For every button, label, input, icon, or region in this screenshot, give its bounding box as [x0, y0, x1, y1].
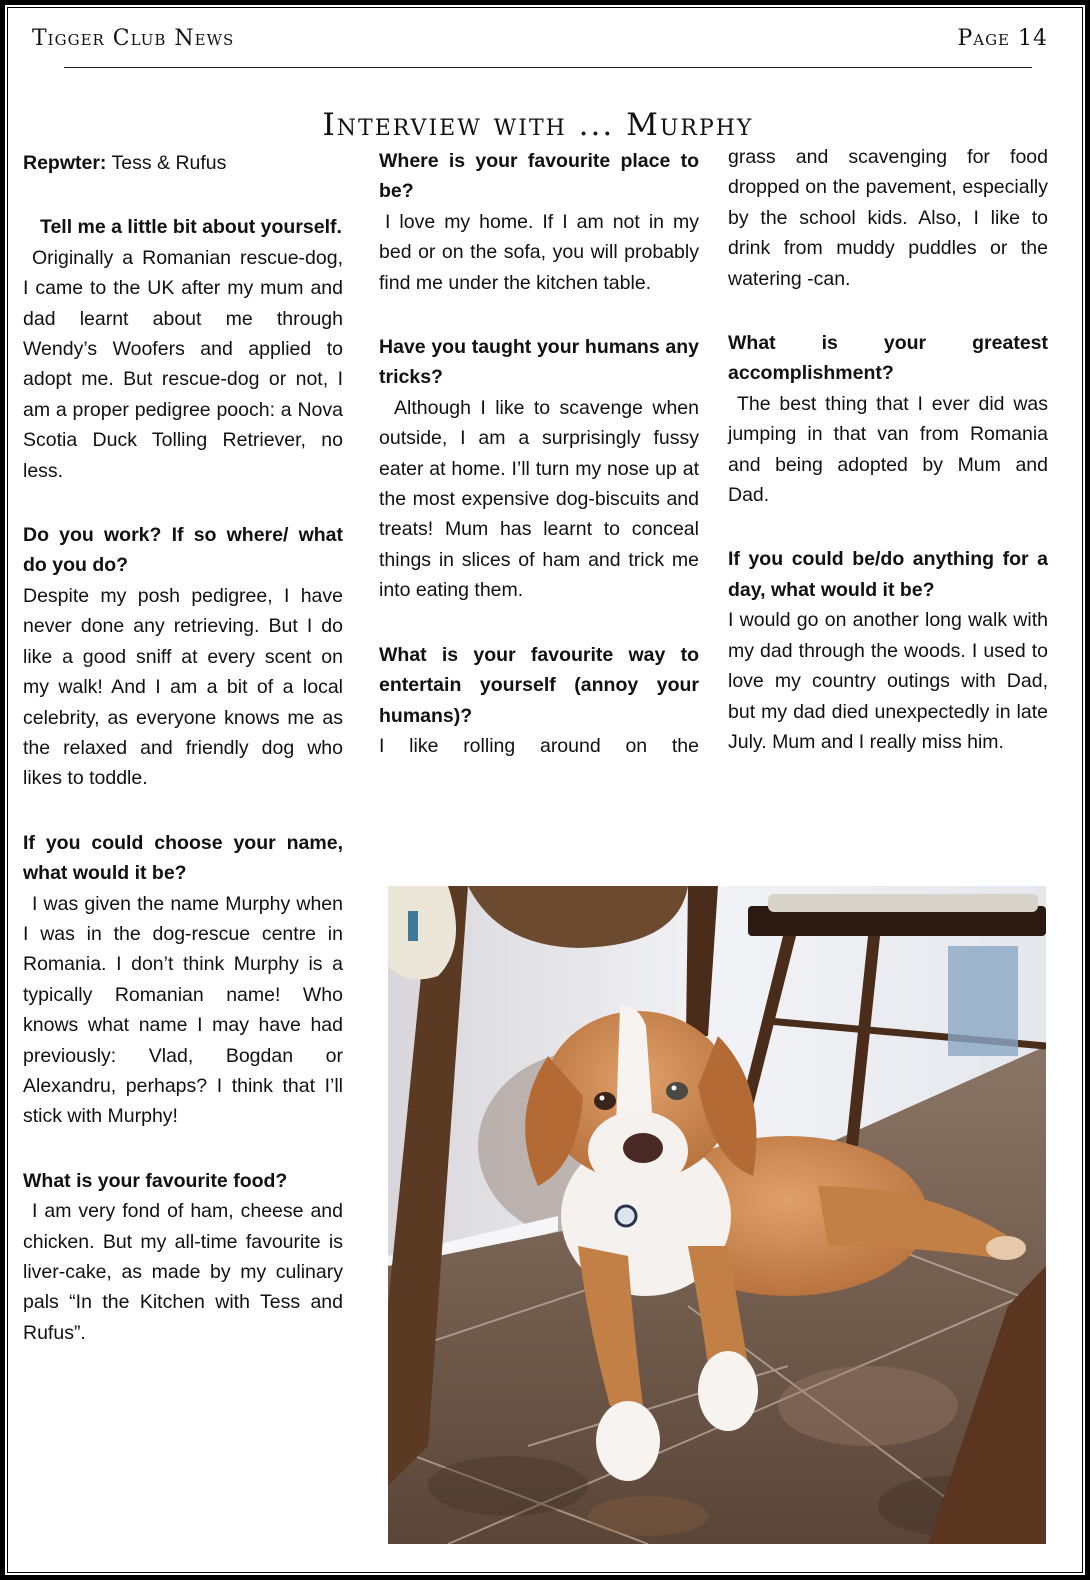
page-number: Page 14 — [957, 26, 1048, 51]
header-divider — [64, 67, 1032, 68]
article-column-3 — [728, 142, 1048, 757]
reporter-label: Repwter: — [23, 152, 107, 174]
question: Tell me a little bit about yourself. — [40, 216, 342, 239]
question: If you could be/do anything for a day, what would it be? — [728, 548, 1048, 601]
answer: Originally a Romanian rescue-dog, I came to the UK after my mum and dad learnt about me through Wendy’s Woofers and applied to adopt me. But rescue-dog or not, I am a proper pedigree pooch: a Nova Scotia Duck Tolling Retriever, no less. — [23, 246, 343, 482]
question: Where is your favourite place to be? — [379, 150, 699, 203]
reporter-name: Tess & Rufus — [106, 152, 227, 174]
article-column-1 — [23, 148, 343, 1348]
article-title: Interview with ... Murphy — [322, 106, 754, 143]
answer: I like rolling around on the — [379, 734, 699, 757]
answer: I am very fond of ham, cheese and chicken. But my all-time favourite is liver-cake, as made by my culinary pals “In the Kitchen with Tess and Rufus”. — [23, 1200, 343, 1344]
answer: The best thing that I ever did was jumping in that van from Romania and being adopted by Mum and Dad. — [728, 392, 1048, 507]
dog-photo-illustration — [388, 886, 1046, 1544]
reporter-line — [23, 148, 343, 178]
article-column-2 — [379, 146, 699, 761]
answer: Despite my posh pedigree, I have never done any retrieving. But I do like a good sniff at every scent on my walk! And I am a bit of a local celebrity, as everyone knows me as the relaxed and friendly dog who likes to toddle. — [23, 584, 343, 790]
dog-photo — [388, 886, 1046, 1544]
question: Have you taught your humans any tricks? — [379, 336, 699, 389]
question: Do you work? If so where/ what do you do? — [23, 524, 343, 577]
answer-continued: grass and scavenging for food dropped on the pavement, especially by the school kids. Also, I like to drink from muddy puddles or the watering -can. — [728, 146, 1048, 290]
question: What is your greatest accomplishment? — [728, 332, 1048, 385]
question: If you could choose your name, what would it be? — [23, 831, 343, 885]
question: What is your favourite way to entertain yourself (annoy your humans)? — [379, 643, 699, 727]
answer: Although I like to scavenge when outside, I am a surprisingly fussy eater at home. I’ll turn my nose up at the most expensive dog-biscuits and treats! Mum has learnt to conceal things in slices of ham and trick me into eating them. — [379, 396, 699, 602]
answer: I love my home. If I am not in my bed or on the sofa, you will probably find me under the kitchen table. — [379, 210, 699, 294]
question: What is your favourite food? — [23, 1169, 288, 1192]
publication-name: Tigger Club News — [32, 26, 235, 51]
answer: I would go on another long walk with my dad through the woods. I used to love my country outings with Dad, but my dad died unexpectedly in late July. Mum and I really miss him. — [728, 609, 1048, 753]
answer: I was given the name Murphy when I was in the dog-rescue centre in Romania. I don’t think Murphy is a typically Romanian name! Who knows what name I may have had previously: Vlad, Bogdan or Alexandru, perhaps? I think that I’ll stick with Murphy! — [23, 892, 343, 1128]
